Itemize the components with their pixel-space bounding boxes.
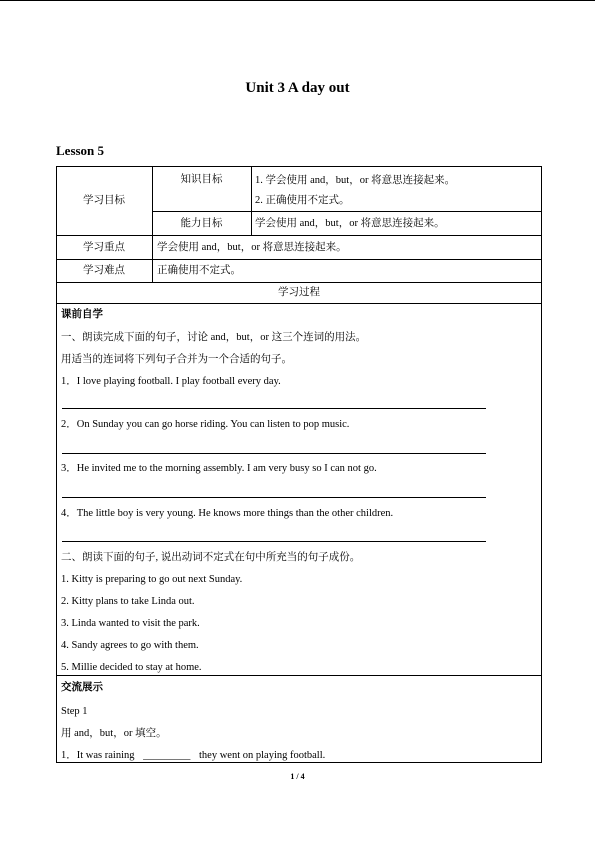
objectives-label: 学习目标 [83,195,125,206]
step-label: Step 1 [61,706,88,717]
knowledge-label: 知识目标 [180,174,223,185]
fill-blank-question [61,749,325,763]
page-top-border [0,0,595,1]
ability-text: 学会使用 and，but，or 将意思连接起来。 [255,218,445,229]
infinitive-sentence: 2. Kitty plans to take Linda out. [61,596,195,607]
knowledge-item: 1. 学会使用 and，but，or 将意思连接起来。 [255,175,456,186]
exchange-heading: 交流展示 [61,682,103,693]
infinitive-sentence: 3. Linda wanted to visit the park. [61,618,200,629]
knowledge-item: 2. 正确使用不定式。 [255,195,350,206]
part2-instruction: 二、朗读下面的句子, 说出动词不定式在句中所充当的句子成份。 [61,552,361,563]
focus-text: 学会使用 and，but，or 将意思连接起来。 [157,242,347,253]
difficulty-text: 正确使用不定式。 [157,265,241,276]
exchange-instruction: 用 and，but，or 填空。 [61,728,167,739]
part1-sub-instruction: 用适当的连词将下列句子合并为一个合适的句子。 [61,354,292,365]
sentence: 3．He invited me to the morning assembly. I am very busy so I can not go. [61,463,377,474]
sentence: 2．On Sunday you can go horse riding. You can listen to pop music. [61,419,350,430]
infinitive-sentence: 4. Sandy agrees to go with them. [61,640,199,651]
lesson-table [56,166,542,762]
infinitive-sentence: 5. Millie decided to stay at home. [61,662,202,673]
answer-line [62,497,486,498]
question-text-after: they went on playing football. [199,750,326,761]
ability-label: 能力目标 [180,218,223,229]
infinitive-sentence: 1. Kitty is preparing to go out next Sunday. [61,574,243,585]
focus-label: 学习重点 [83,242,125,253]
page-number: 1 / 4 [290,772,305,781]
part1-instruction: 一、朗读完成下面的句子，讨论 and，but，or 这三个连词的用法。 [61,332,367,343]
answer-blank: _________ [143,750,191,761]
answer-line [62,541,486,542]
preview-heading: 课前自学 [61,309,103,320]
process-label: 学习过程 [278,287,320,298]
document-title: Unit 3 A day out [245,80,350,96]
sentence: 4．The little boy is very young. He knows more things than the other children. [61,508,394,519]
question-text-before: 1．It was raining [61,750,135,761]
sentence: 1．I love playing football. I play football every day. [61,376,281,387]
answer-line [62,408,486,409]
answer-line [62,453,486,454]
difficulty-label: 学习难点 [83,265,125,276]
lesson-heading: Lesson 5 [56,143,105,158]
